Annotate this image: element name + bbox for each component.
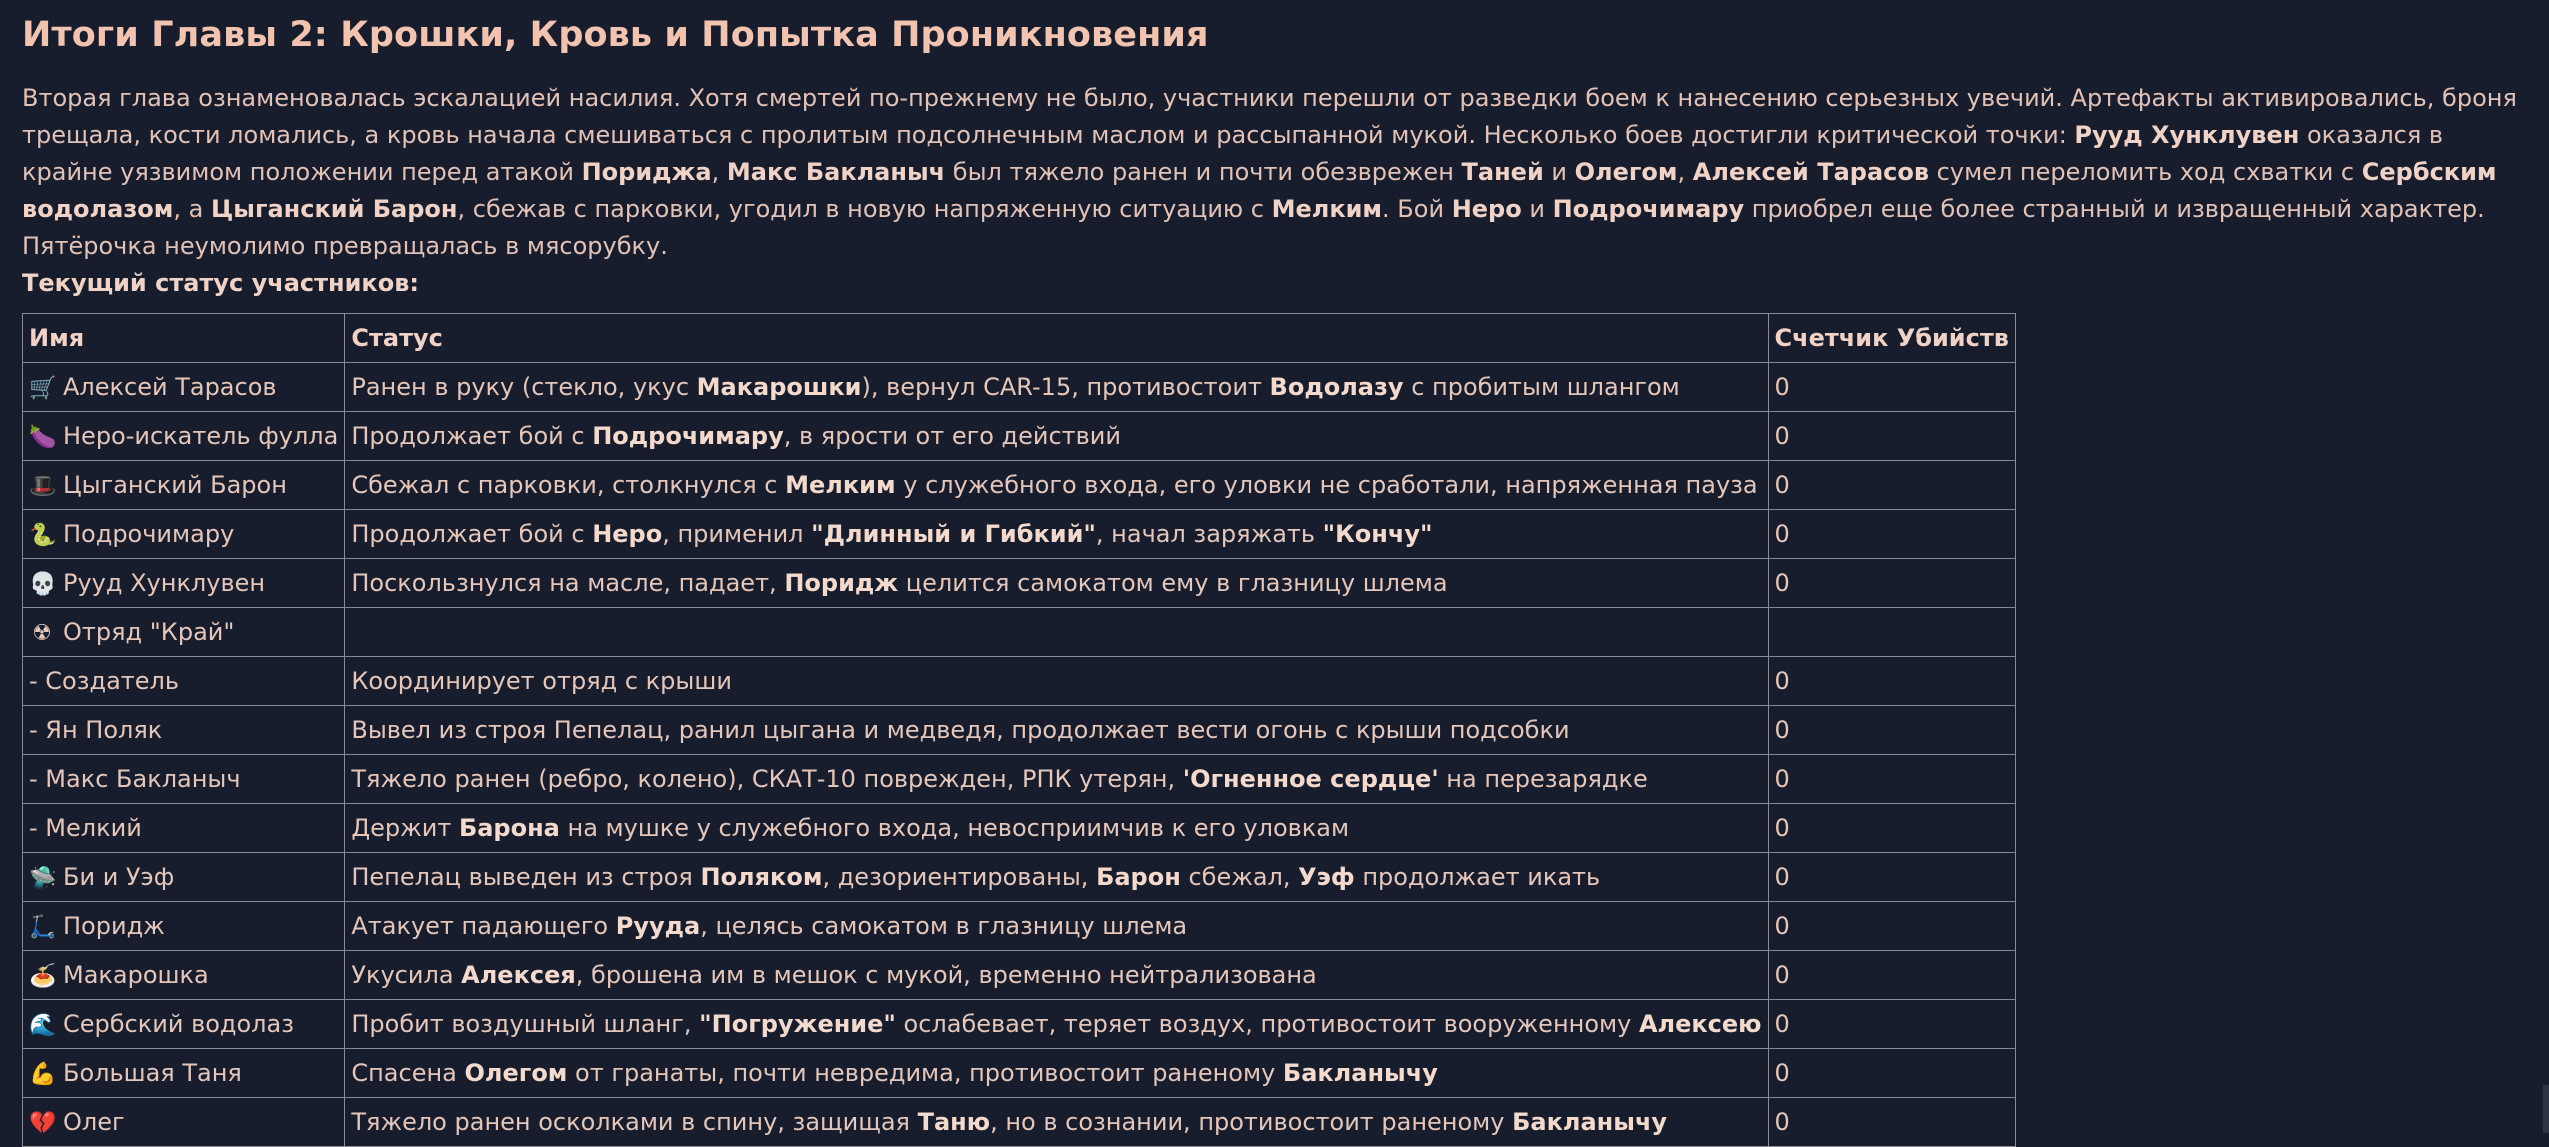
participant-name-cell [23,363,345,412]
top-hat-icon: 🎩 [29,474,57,499]
bold-mention: Алексея [461,961,576,989]
text-run: оказался в крайне уязвимом положении перед атакой [22,121,2444,186]
bold-mention: Таней [1461,158,1544,186]
text-run: Координирует отряд с крыши [351,667,732,695]
participant-status-cell [345,510,1768,559]
text-run: и [1521,195,1553,223]
radioactive-icon: ☢ [32,621,52,646]
participant-name: Рууд Хунклувен [63,569,266,597]
kill-count-cell: 0 [1768,461,2015,510]
text-run: сумел переломить ход схватки с [1929,158,2362,186]
bold-mention: Уэф [1298,863,1355,891]
participant-status-cell [345,461,1768,510]
shopping-cart-icon: 🛒 [29,376,57,401]
text-run: Пепелац выведен из строя [351,863,701,891]
text-run: на мушке у служебного входа, невосприимчив к его уловкам [559,814,1350,842]
table-row [23,412,2016,461]
bold-mention: Олегом [464,1059,568,1087]
table-row [23,951,2016,1000]
kill-count-cell: 0 [1768,902,2015,951]
header-status: Статус [345,314,1768,363]
participant-name: Неро-искатель фулла [63,422,339,450]
text-run: , [1677,158,1693,186]
bold-mention: Поридж [784,569,899,597]
participant-name: Поридж [63,912,165,940]
participant-name-cell [23,951,345,1000]
table-row [23,559,2016,608]
table-row [23,657,2016,706]
bold-mention: Пориджа [581,158,712,186]
text-run: , а [173,195,211,223]
table-row [23,1000,2016,1049]
participant-status-cell [345,1000,1768,1049]
kill-count-cell: 0 [1768,363,2015,412]
text-run: на перезарядке [1438,765,1648,793]
bold-mention: Макс Бакланыч [726,158,946,186]
status-heading: Текущий статус участников: [22,269,419,297]
bold-mention: Мелким [1271,195,1383,223]
flexed-biceps-icon: 💪 [29,1062,57,1087]
text-run: . Бой [1382,195,1452,223]
participant-name: - Ян Поляк [29,716,163,744]
bold-mention: Мелким [785,471,896,499]
table-row [23,363,2016,412]
bold-mention: Алексею [1638,1010,1762,1038]
participant-name: - Создатель [29,667,180,695]
text-run: от гранаты, почти невредима, противостоит раненому [567,1059,1283,1087]
participant-status-cell [345,363,1768,412]
text-run: приобрел еще более странный и извращенный характер. Пятёрочка неумолимо превращалась в мясорубку. [22,195,2485,260]
participant-name-cell [23,608,345,657]
scrollbar-edge[interactable] [2543,1085,2549,1133]
skull-icon: 💀 [29,572,57,597]
bold-mention: Бакланычу [1282,1059,1438,1087]
table-row [23,755,2016,804]
text-run: Укусила [351,961,462,989]
table-row [23,804,2016,853]
kill-count-cell: 0 [1768,951,2015,1000]
table-header-row [23,314,2016,363]
participant-name-cell [23,902,345,951]
text-run: Пробит воздушный шланг, [351,1010,700,1038]
bold-mention: Бакланычу [1512,1108,1668,1136]
participant-status-cell [345,559,1768,608]
text-run: , целясь самокатом в глазницу шлема [700,912,1188,940]
bold-mention: Барон [1096,863,1181,891]
table-row [23,608,2016,657]
bold-mention: "Кончу" [1322,520,1433,548]
pasta-icon: 🍝 [29,964,57,989]
kill-count-cell: 0 [1768,657,2015,706]
text-run: , сбежав с парковки, угодил в новую напряженную ситуацию с [457,195,1272,223]
participant-name-cell [23,853,345,902]
participant-status-cell [345,853,1768,902]
kill-count-cell: 0 [1768,412,2015,461]
kill-count-cell: 0 [1768,1049,2015,1098]
text-run: Вывел из строя Пепелац, ранил цыгана и медведя, продолжает вести огонь с крыши подсобки [351,716,1570,744]
kill-count-cell: 0 [1768,853,2015,902]
participant-name-cell [23,412,345,461]
bold-mention: Рууда [615,912,701,940]
participant-name-cell [23,657,345,706]
participant-name: - Макс Бакланыч [29,765,241,793]
bold-mention: Макарошки [696,373,862,401]
text-run: , [711,158,727,186]
water-wave-icon: 🌊 [29,1013,57,1038]
text-run: Тяжело ранен осколками в спину, защищая [351,1108,918,1136]
participant-status-cell [345,657,1768,706]
text-run: Атакует падающего [351,912,616,940]
participant-name: Отряд "Край" [63,618,235,646]
text-run: целится самокатом ему в глазницу шлема [898,569,1448,597]
bold-mention: Цыганский Барон [210,195,458,223]
text-run: Ранен в руку (стекло, укус [351,373,697,401]
bold-mention: Подрочимару [1552,195,1745,223]
participant-name-cell [23,706,345,755]
participant-name-cell [23,804,345,853]
kill-count-cell: 0 [1768,804,2015,853]
header-kills: Счетчик Убийств [1768,314,2015,363]
bold-mention: Алексей Тарасов [1692,158,1930,186]
text-run: , брошена им в мешок с мукой, временно нейтрализована [575,961,1317,989]
participant-name: Алексей Тарасов [63,373,277,401]
text-run: Тяжело ранен (ребро, колено), СКАТ-10 поврежден, РПК утерян, [351,765,1183,793]
text-run: Сбежал с парковки, столкнулся с [351,471,786,499]
participant-name: Большая Таня [63,1059,242,1087]
header-name: Имя [23,314,345,363]
table-row [23,1098,2016,1147]
participant-name: Макарошка [63,961,209,989]
intro-paragraph [22,80,2527,265]
bold-mention: Неро [592,520,663,548]
participant-name-cell [23,755,345,804]
participant-name: - Мелкий [29,814,142,842]
bold-mention: Неро [1451,195,1522,223]
flying-saucer-icon: 🛸 [29,866,57,891]
kick-scooter-icon: 🛴 [29,915,57,940]
page-title: Итоги Главы 2: Крошки, Кровь и Попытка Проникновения [22,15,1209,55]
table-row [23,1049,2016,1098]
text-run: был тяжело ранен и почти обезврежен [945,158,1462,186]
text-run: Поскользнулся на масле, падает, [351,569,785,597]
participant-status-cell [345,608,1768,657]
text-run: , дезориентированы, [822,863,1097,891]
bold-mention: Поляком [700,863,823,891]
bold-mention: 'Огненное сердце' [1182,765,1439,793]
text-run: ), вернул CAR-15, противостоит [861,373,1270,401]
participant-name-cell [23,1098,345,1147]
participant-status-cell [345,1098,1768,1147]
participant-status-cell [345,951,1768,1000]
kill-count-cell [1768,608,2015,657]
participant-name: Цыганский Барон [63,471,287,499]
text-run: , применил [662,520,812,548]
participant-name: Подрочимару [63,520,235,548]
participant-name-cell [23,559,345,608]
participant-status-cell [345,1049,1768,1098]
broken-heart-icon: 💔 [29,1111,57,1136]
text-run: Спасена [351,1059,465,1087]
table-row [23,853,2016,902]
participant-name: Сербский водолаз [63,1010,294,1038]
kill-count-cell: 0 [1768,510,2015,559]
text-run: у служебного входа, его уловки не сработали, напряженная пауза [895,471,1758,499]
bold-mention: Олегом [1574,158,1678,186]
bold-mention: Сербским водолазом [22,158,2497,223]
participant-name-cell [23,1049,345,1098]
participant-status-cell [345,902,1768,951]
participant-status-cell [345,804,1768,853]
participant-status-cell [345,755,1768,804]
participant-status-cell [345,706,1768,755]
participant-name-cell [23,510,345,559]
bold-mention: Таню [917,1108,991,1136]
table-row [23,461,2016,510]
kill-count-cell: 0 [1768,1098,2015,1147]
text-run: продолжает икать [1354,863,1601,891]
participant-status-cell [345,412,1768,461]
participant-name-cell [23,1000,345,1049]
text-run: Держит [351,814,459,842]
text-run: сбежал, [1180,863,1299,891]
participant-name-cell [23,461,345,510]
bold-mention: Рууд Хунклувен [2074,121,2300,149]
text-run: с пробитым шлангом [1403,373,1680,401]
kill-count-cell: 0 [1768,755,2015,804]
table-row [23,510,2016,559]
bold-mention: Подрочимару [592,422,784,450]
table-row [23,902,2016,951]
kill-count-cell: 0 [1768,1000,2015,1049]
table-row [23,706,2016,755]
text-run: Продолжает бой с [351,520,593,548]
text-run: Продолжает бой с [351,422,593,450]
bold-mention: "Погружение" [699,1010,896,1038]
text-run: , начал заряжать [1095,520,1323,548]
text-run: Вторая глава ознаменовалась эскалацией насилия. Хотя смертей по-прежнему не было, участники перешли от разведки боем к нанесению серьезных увечий. Артефакты активировались, броня трещала, кости ломались, а кровь начала смешиваться с пролитым подсолнечным маслом и рассыпанной мукой. Несколько боев достигли критической точки: [22,84,2517,149]
text-run: и [1543,158,1575,186]
participant-name: Олег [63,1108,125,1136]
kill-count-cell: 0 [1768,559,2015,608]
eggplant-icon: 🍆 [29,425,57,450]
bold-mention: Барона [458,814,560,842]
text-run: , в ярости от его действий [783,422,1121,450]
text-run: , но в сознании, противостоит раненому [990,1108,1513,1136]
text-run: ослабевает, теряет воздух, противостоит вооруженному [895,1010,1639,1038]
snake-icon: 🐍 [29,523,57,548]
participants-table [22,313,2016,1147]
participant-name: Би и Уэф [63,863,175,891]
bold-mention: Водолазу [1269,373,1404,401]
bold-mention: "Длинный и Гибкий" [811,520,1096,548]
kill-count-cell: 0 [1768,706,2015,755]
